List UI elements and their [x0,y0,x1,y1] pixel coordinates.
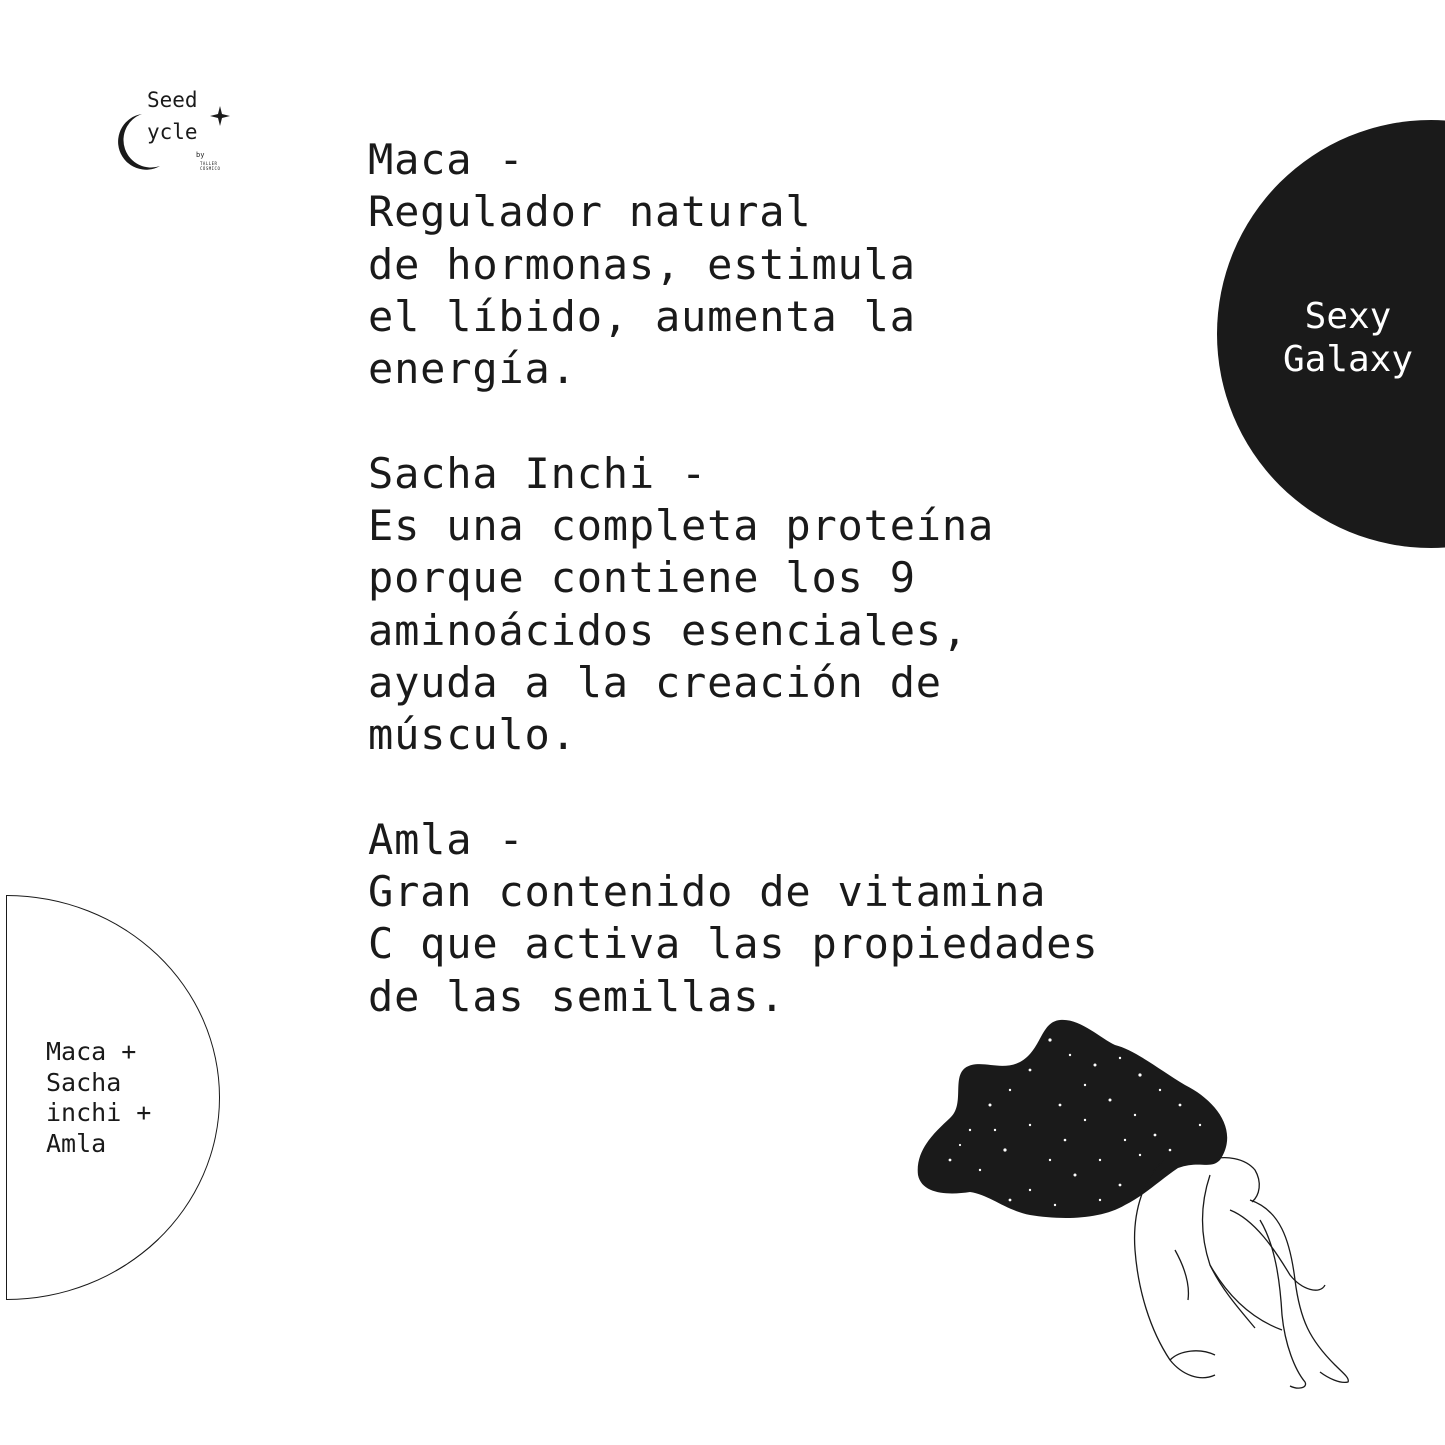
product-name-badge [1268,295,1428,381]
maca-text-line: energía. [368,344,577,394]
logo-brand: TALLER CÓSMICO [200,161,221,171]
blend-label [46,1037,151,1159]
amla-text-line: Gran contenido de vitamina [368,867,1047,917]
blend-line: Maca + [46,1037,137,1066]
amla-text-line: de las semillas. [368,971,786,1021]
sacha-inchi-text-line: aminoácidos esenciales, [368,605,968,655]
sacha-inchi-text-line: Es una completa proteína [368,501,995,551]
blend-line: Sacha [46,1067,122,1097]
maca-title: Maca - [368,135,525,184]
blend-line: Amla [46,1128,107,1158]
starry-hair-shape [918,1020,1227,1218]
amla-text-line: C que activa las propiedades [368,919,1099,969]
figure-outline [1135,1158,1349,1388]
ingredients-description [368,134,1128,1023]
woman-starry-hair-illustration [910,1010,1370,1400]
sacha-inchi-title: Sacha Inchi - [368,448,708,498]
sacha-inchi-text-line: músculo. [368,710,577,760]
badge-line-2: Galaxy [1282,339,1414,380]
paragraph-gap [368,395,1128,447]
sacha-inchi-text-line: ayuda a la creación de [368,657,942,707]
maca-text-line: Regulador natural [368,187,812,237]
maca-text-line: el líbido, aumenta la [368,291,916,341]
maca-text-line: de hormonas, estimula [368,239,916,289]
logo-word-seed: Seed [147,88,198,112]
amla-title: Amla - [368,814,525,864]
logo-by: by [196,151,205,159]
logo-word-ycle: ycle [147,120,198,144]
blend-line: inchi + [46,1098,152,1127]
four-point-star-icon [210,106,230,126]
badge-line-1: Sexy [1304,296,1392,337]
sacha-inchi-text-line: porque contiene los 9 [368,553,916,603]
paragraph-gap [368,762,1128,814]
brand-logo [112,86,242,181]
